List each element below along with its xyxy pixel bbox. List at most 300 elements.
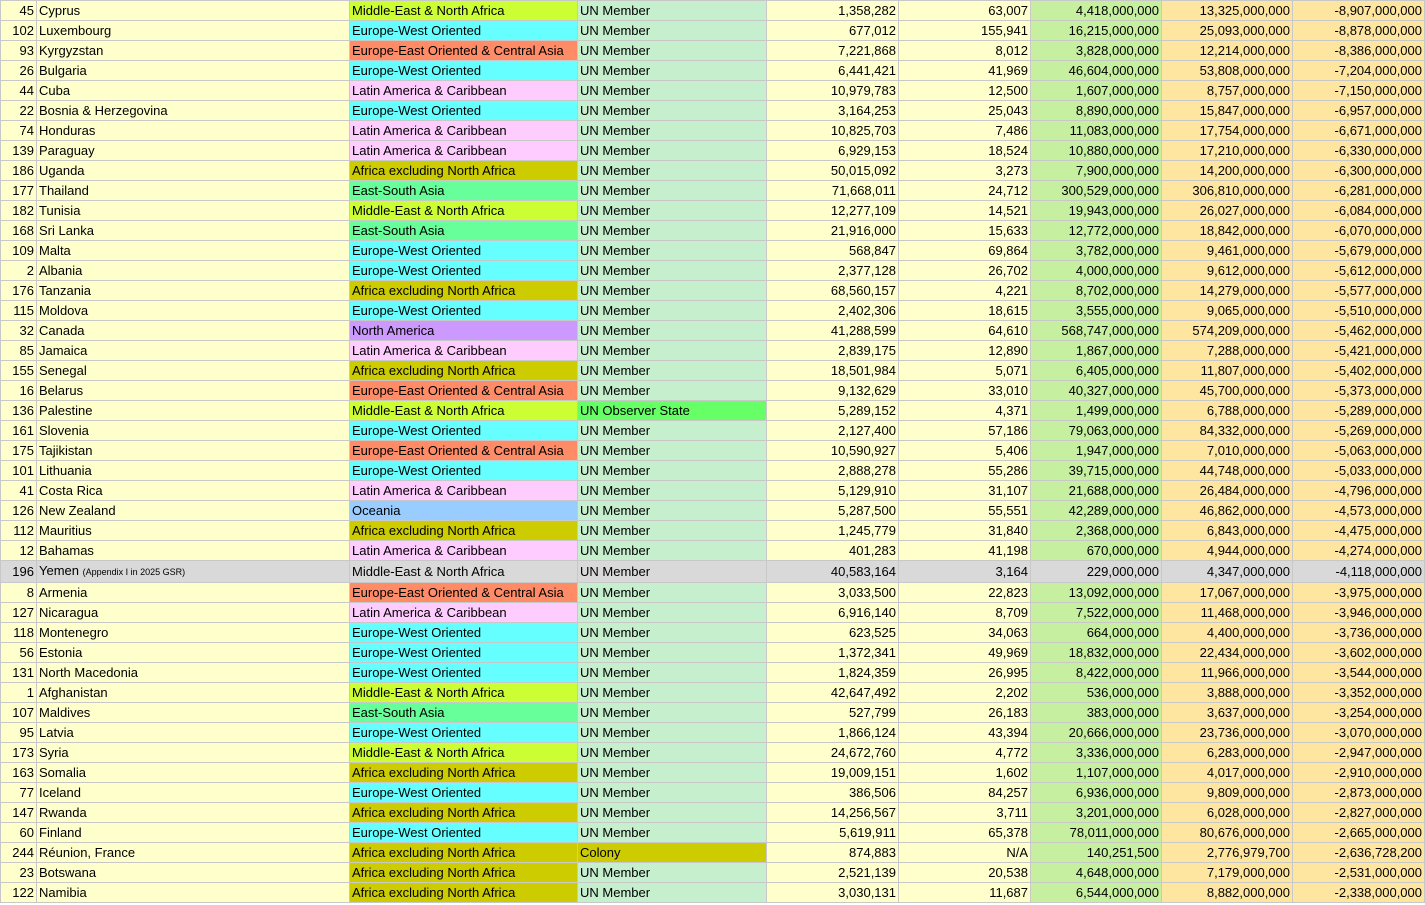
cell-rank[interactable]: 41 — [1, 481, 37, 501]
cell-rank[interactable]: 131 — [1, 663, 37, 683]
cell-population[interactable]: 677,012 — [767, 21, 899, 41]
cell-rank[interactable]: 109 — [1, 241, 37, 261]
cell-country[interactable] — [37, 381, 350, 401]
cell-imports[interactable]: 46,862,000,000 — [1162, 501, 1293, 521]
cell-population[interactable]: 7,221,868 — [767, 41, 899, 61]
cell-country[interactable] — [37, 743, 350, 763]
cell-region[interactable]: Europe-West Oriented — [350, 723, 578, 743]
cell-exports[interactable]: 3,828,000,000 — [1031, 41, 1162, 61]
cell-country[interactable] — [37, 341, 350, 361]
cell-exports[interactable]: 7,522,000,000 — [1031, 603, 1162, 623]
cell-gdp-per-capita[interactable]: 43,394 — [899, 723, 1031, 743]
cell-gdp-per-capita[interactable]: 26,995 — [899, 663, 1031, 683]
cell-imports[interactable]: 22,434,000,000 — [1162, 643, 1293, 663]
cell-rank[interactable]: 168 — [1, 221, 37, 241]
cell-gdp-per-capita[interactable]: 33,010 — [899, 381, 1031, 401]
cell-rank[interactable]: 244 — [1, 843, 37, 863]
cell-status[interactable]: UN Member — [578, 61, 767, 81]
cell-status[interactable]: UN Member — [578, 221, 767, 241]
cell-region[interactable]: Africa excluding North Africa — [350, 863, 578, 883]
cell-status[interactable]: UN Member — [578, 703, 767, 723]
cell-rank[interactable]: 139 — [1, 141, 37, 161]
cell-region[interactable]: East-South Asia — [350, 703, 578, 723]
cell-population[interactable]: 2,127,400 — [767, 421, 899, 441]
cell-gdp-per-capita[interactable]: 4,371 — [899, 401, 1031, 421]
cell-rank[interactable]: 32 — [1, 321, 37, 341]
cell-trade-balance[interactable]: -2,338,000,000 — [1293, 883, 1425, 903]
cell-rank[interactable]: 176 — [1, 281, 37, 301]
cell-imports[interactable]: 25,093,000,000 — [1162, 21, 1293, 41]
cell-exports[interactable]: 8,702,000,000 — [1031, 281, 1162, 301]
cell-population[interactable]: 50,015,092 — [767, 161, 899, 181]
cell-rank[interactable]: 26 — [1, 61, 37, 81]
cell-imports[interactable]: 2,776,979,700 — [1162, 843, 1293, 863]
cell-status[interactable]: UN Member — [578, 583, 767, 603]
cell-gdp-per-capita[interactable]: 31,107 — [899, 481, 1031, 501]
cell-trade-balance[interactable]: -2,910,000,000 — [1293, 763, 1425, 783]
cell-population[interactable]: 71,668,011 — [767, 181, 899, 201]
cell-rank[interactable]: 147 — [1, 803, 37, 823]
cell-population[interactable]: 10,825,703 — [767, 121, 899, 141]
cell-population[interactable]: 42,647,492 — [767, 683, 899, 703]
cell-status[interactable]: UN Member — [578, 803, 767, 823]
cell-gdp-per-capita[interactable]: 5,406 — [899, 441, 1031, 461]
cell-imports[interactable]: 23,736,000,000 — [1162, 723, 1293, 743]
cell-rank[interactable]: 118 — [1, 623, 37, 643]
cell-exports[interactable]: 536,000,000 — [1031, 683, 1162, 703]
cell-rank[interactable]: 8 — [1, 583, 37, 603]
cell-region[interactable]: Europe-East Oriented & Central Asia — [350, 41, 578, 61]
cell-rank[interactable]: 112 — [1, 521, 37, 541]
cell-trade-balance[interactable]: -5,289,000,000 — [1293, 401, 1425, 421]
cell-rank[interactable]: 186 — [1, 161, 37, 181]
cell-imports[interactable]: 11,807,000,000 — [1162, 361, 1293, 381]
cell-country[interactable] — [37, 421, 350, 441]
cell-population[interactable]: 68,560,157 — [767, 281, 899, 301]
cell-trade-balance[interactable]: -6,084,000,000 — [1293, 201, 1425, 221]
cell-exports[interactable]: 670,000,000 — [1031, 541, 1162, 561]
cell-gdp-per-capita[interactable]: 41,198 — [899, 541, 1031, 561]
cell-imports[interactable]: 9,065,000,000 — [1162, 301, 1293, 321]
cell-trade-balance[interactable]: -2,665,000,000 — [1293, 823, 1425, 843]
cell-imports[interactable]: 8,757,000,000 — [1162, 81, 1293, 101]
cell-rank[interactable]: 74 — [1, 121, 37, 141]
cell-country[interactable] — [37, 541, 350, 561]
cell-trade-balance[interactable]: -5,612,000,000 — [1293, 261, 1425, 281]
cell-imports[interactable]: 574,209,000,000 — [1162, 321, 1293, 341]
cell-imports[interactable]: 9,612,000,000 — [1162, 261, 1293, 281]
cell-trade-balance[interactable]: -5,577,000,000 — [1293, 281, 1425, 301]
cell-trade-balance[interactable]: -5,269,000,000 — [1293, 421, 1425, 441]
cell-trade-balance[interactable]: -6,300,000,000 — [1293, 161, 1425, 181]
cell-rank[interactable]: 102 — [1, 21, 37, 41]
cell-rank[interactable]: 12 — [1, 541, 37, 561]
cell-trade-balance[interactable]: -2,827,000,000 — [1293, 803, 1425, 823]
cell-exports[interactable]: 40,327,000,000 — [1031, 381, 1162, 401]
cell-region[interactable]: East-South Asia — [350, 181, 578, 201]
cell-region[interactable]: Europe-West Oriented — [350, 823, 578, 843]
cell-population[interactable]: 19,009,151 — [767, 763, 899, 783]
cell-region[interactable]: Latin America & Caribbean — [350, 481, 578, 501]
cell-imports[interactable]: 8,882,000,000 — [1162, 883, 1293, 903]
cell-country[interactable] — [37, 61, 350, 81]
cell-status[interactable]: UN Member — [578, 683, 767, 703]
cell-country[interactable] — [37, 843, 350, 863]
cell-status[interactable]: UN Member — [578, 481, 767, 501]
cell-exports[interactable]: 383,000,000 — [1031, 703, 1162, 723]
cell-exports[interactable]: 1,107,000,000 — [1031, 763, 1162, 783]
cell-region[interactable]: Europe-West Oriented — [350, 101, 578, 121]
cell-region[interactable]: Europe-West Oriented — [350, 643, 578, 663]
cell-exports[interactable]: 1,947,000,000 — [1031, 441, 1162, 461]
cell-imports[interactable]: 15,847,000,000 — [1162, 101, 1293, 121]
cell-exports[interactable]: 3,201,000,000 — [1031, 803, 1162, 823]
cell-gdp-per-capita[interactable]: 2,202 — [899, 683, 1031, 703]
cell-trade-balance[interactable]: -4,274,000,000 — [1293, 541, 1425, 561]
cell-rank[interactable]: 60 — [1, 823, 37, 843]
cell-gdp-per-capita[interactable]: 3,164 — [899, 561, 1031, 583]
cell-population[interactable]: 21,916,000 — [767, 221, 899, 241]
cell-status[interactable]: UN Member — [578, 141, 767, 161]
cell-imports[interactable]: 6,788,000,000 — [1162, 401, 1293, 421]
cell-exports[interactable]: 568,747,000,000 — [1031, 321, 1162, 341]
cell-region[interactable]: Latin America & Caribbean — [350, 121, 578, 141]
cell-trade-balance[interactable]: -3,946,000,000 — [1293, 603, 1425, 623]
cell-exports[interactable]: 8,890,000,000 — [1031, 101, 1162, 121]
cell-population[interactable]: 874,883 — [767, 843, 899, 863]
cell-population[interactable]: 5,287,500 — [767, 501, 899, 521]
cell-exports[interactable]: 78,011,000,000 — [1031, 823, 1162, 843]
cell-population[interactable]: 3,033,500 — [767, 583, 899, 603]
cell-country[interactable] — [37, 81, 350, 101]
cell-status[interactable]: UN Member — [578, 521, 767, 541]
cell-region[interactable]: Oceania — [350, 501, 578, 521]
cell-population[interactable]: 1,358,282 — [767, 1, 899, 21]
cell-rank[interactable]: 163 — [1, 763, 37, 783]
cell-country[interactable] — [37, 863, 350, 883]
cell-population[interactable]: 1,824,359 — [767, 663, 899, 683]
cell-country[interactable] — [37, 603, 350, 623]
cell-status[interactable]: UN Member — [578, 623, 767, 643]
cell-population[interactable]: 568,847 — [767, 241, 899, 261]
cell-rank[interactable]: 101 — [1, 461, 37, 481]
cell-gdp-per-capita[interactable]: 12,890 — [899, 341, 1031, 361]
cell-trade-balance[interactable]: -4,573,000,000 — [1293, 501, 1425, 521]
cell-country[interactable] — [37, 683, 350, 703]
cell-region[interactable]: Europe-West Oriented — [350, 61, 578, 81]
cell-gdp-per-capita[interactable]: 55,286 — [899, 461, 1031, 481]
cell-region[interactable]: Middle-East & North Africa — [350, 401, 578, 421]
cell-region[interactable]: Europe-West Oriented — [350, 241, 578, 261]
cell-exports[interactable]: 8,422,000,000 — [1031, 663, 1162, 683]
cell-region[interactable]: Middle-East & North Africa — [350, 743, 578, 763]
cell-population[interactable]: 6,929,153 — [767, 141, 899, 161]
cell-rank[interactable]: 177 — [1, 181, 37, 201]
cell-region[interactable]: Europe-East Oriented & Central Asia — [350, 441, 578, 461]
cell-gdp-per-capita[interactable]: 7,486 — [899, 121, 1031, 141]
cell-exports[interactable]: 16,215,000,000 — [1031, 21, 1162, 41]
cell-rank[interactable]: 175 — [1, 441, 37, 461]
cell-trade-balance[interactable]: -8,878,000,000 — [1293, 21, 1425, 41]
cell-trade-balance[interactable]: -7,150,000,000 — [1293, 81, 1425, 101]
cell-status[interactable]: UN Member — [578, 421, 767, 441]
cell-gdp-per-capita[interactable]: 18,524 — [899, 141, 1031, 161]
cell-trade-balance[interactable]: -4,475,000,000 — [1293, 521, 1425, 541]
cell-country[interactable] — [37, 803, 350, 823]
cell-country[interactable] — [37, 121, 350, 141]
cell-country[interactable] — [37, 221, 350, 241]
cell-country[interactable] — [37, 281, 350, 301]
cell-gdp-per-capita[interactable]: 26,702 — [899, 261, 1031, 281]
cell-gdp-per-capita[interactable]: 3,711 — [899, 803, 1031, 823]
cell-trade-balance[interactable]: -5,510,000,000 — [1293, 301, 1425, 321]
cell-region[interactable]: Africa excluding North Africa — [350, 281, 578, 301]
cell-country[interactable] — [37, 723, 350, 743]
cell-country[interactable] — [37, 481, 350, 501]
cell-gdp-per-capita[interactable]: 26,183 — [899, 703, 1031, 723]
cell-trade-balance[interactable]: -3,602,000,000 — [1293, 643, 1425, 663]
cell-country[interactable] — [37, 623, 350, 643]
cell-imports[interactable]: 7,010,000,000 — [1162, 441, 1293, 461]
cell-country[interactable] — [37, 201, 350, 221]
cell-exports[interactable]: 42,289,000,000 — [1031, 501, 1162, 521]
cell-region[interactable]: Europe-West Oriented — [350, 301, 578, 321]
cell-imports[interactable]: 17,210,000,000 — [1162, 141, 1293, 161]
cell-population[interactable]: 2,521,139 — [767, 863, 899, 883]
cell-country[interactable] — [37, 401, 350, 421]
cell-country[interactable] — [37, 321, 350, 341]
cell-region[interactable]: East-South Asia — [350, 221, 578, 241]
cell-country[interactable] — [37, 461, 350, 481]
cell-exports[interactable]: 3,336,000,000 — [1031, 743, 1162, 763]
cell-country[interactable] — [37, 301, 350, 321]
cell-exports[interactable]: 3,782,000,000 — [1031, 241, 1162, 261]
cell-region[interactable]: Europe-West Oriented — [350, 623, 578, 643]
cell-trade-balance[interactable]: -7,204,000,000 — [1293, 61, 1425, 81]
cell-status[interactable]: UN Member — [578, 41, 767, 61]
cell-population[interactable]: 9,132,629 — [767, 381, 899, 401]
cell-status[interactable]: UN Member — [578, 863, 767, 883]
cell-status[interactable]: UN Member — [578, 743, 767, 763]
cell-rank[interactable]: 44 — [1, 81, 37, 101]
cell-gdp-per-capita[interactable]: 63,007 — [899, 1, 1031, 21]
cell-exports[interactable]: 79,063,000,000 — [1031, 421, 1162, 441]
cell-gdp-per-capita[interactable]: 4,221 — [899, 281, 1031, 301]
cell-region[interactable]: Africa excluding North Africa — [350, 803, 578, 823]
cell-exports[interactable]: 20,666,000,000 — [1031, 723, 1162, 743]
cell-population[interactable]: 386,506 — [767, 783, 899, 803]
cell-population[interactable]: 41,288,599 — [767, 321, 899, 341]
cell-gdp-per-capita[interactable]: 55,551 — [899, 501, 1031, 521]
cell-trade-balance[interactable]: -6,281,000,000 — [1293, 181, 1425, 201]
cell-country[interactable] — [37, 21, 350, 41]
cell-trade-balance[interactable]: -3,352,000,000 — [1293, 683, 1425, 703]
cell-population[interactable]: 12,277,109 — [767, 201, 899, 221]
cell-rank[interactable]: 155 — [1, 361, 37, 381]
cell-gdp-per-capita[interactable]: 22,823 — [899, 583, 1031, 603]
cell-country[interactable] — [37, 823, 350, 843]
cell-trade-balance[interactable]: -6,330,000,000 — [1293, 141, 1425, 161]
cell-status[interactable]: UN Member — [578, 321, 767, 341]
cell-status[interactable]: UN Member — [578, 561, 767, 583]
cell-gdp-per-capita[interactable]: 41,969 — [899, 61, 1031, 81]
cell-gdp-per-capita[interactable]: 1,602 — [899, 763, 1031, 783]
cell-gdp-per-capita[interactable]: 64,610 — [899, 321, 1031, 341]
cell-gdp-per-capita[interactable]: 25,043 — [899, 101, 1031, 121]
cell-status[interactable]: UN Member — [578, 121, 767, 141]
cell-exports[interactable]: 3,555,000,000 — [1031, 301, 1162, 321]
cell-exports[interactable]: 1,867,000,000 — [1031, 341, 1162, 361]
cell-gdp-per-capita[interactable]: 155,941 — [899, 21, 1031, 41]
cell-status[interactable]: UN Member — [578, 461, 767, 481]
cell-region[interactable]: Africa excluding North Africa — [350, 763, 578, 783]
cell-rank[interactable]: 95 — [1, 723, 37, 743]
cell-status[interactable]: UN Member — [578, 201, 767, 221]
cell-region[interactable]: North America — [350, 321, 578, 341]
cell-region[interactable]: Africa excluding North Africa — [350, 883, 578, 903]
cell-trade-balance[interactable]: -8,386,000,000 — [1293, 41, 1425, 61]
cell-region[interactable]: Africa excluding North Africa — [350, 843, 578, 863]
cell-population[interactable]: 401,283 — [767, 541, 899, 561]
cell-exports[interactable]: 6,936,000,000 — [1031, 783, 1162, 803]
cell-exports[interactable]: 39,715,000,000 — [1031, 461, 1162, 481]
cell-rank[interactable]: 182 — [1, 201, 37, 221]
cell-rank[interactable]: 22 — [1, 101, 37, 121]
cell-population[interactable]: 5,619,911 — [767, 823, 899, 843]
cell-country[interactable] — [37, 141, 350, 161]
cell-gdp-per-capita[interactable]: 12,500 — [899, 81, 1031, 101]
cell-gdp-per-capita[interactable]: 24,712 — [899, 181, 1031, 201]
cell-exports[interactable]: 140,251,500 — [1031, 843, 1162, 863]
cell-gdp-per-capita[interactable]: 15,633 — [899, 221, 1031, 241]
cell-trade-balance[interactable]: -3,254,000,000 — [1293, 703, 1425, 723]
cell-gdp-per-capita[interactable]: 31,840 — [899, 521, 1031, 541]
cell-population[interactable]: 24,672,760 — [767, 743, 899, 763]
cell-rank[interactable]: 85 — [1, 341, 37, 361]
cell-gdp-per-capita[interactable]: 4,772 — [899, 743, 1031, 763]
cell-rank[interactable]: 77 — [1, 783, 37, 803]
cell-region[interactable]: Europe-East Oriented & Central Asia — [350, 381, 578, 401]
cell-region[interactable]: Africa excluding North Africa — [350, 161, 578, 181]
cell-imports[interactable]: 4,944,000,000 — [1162, 541, 1293, 561]
cell-region[interactable]: Latin America & Caribbean — [350, 603, 578, 623]
cell-country[interactable] — [37, 241, 350, 261]
cell-trade-balance[interactable]: -3,975,000,000 — [1293, 583, 1425, 603]
cell-region[interactable]: Europe-West Oriented — [350, 663, 578, 683]
cell-region[interactable]: Europe-West Oriented — [350, 261, 578, 281]
cell-exports[interactable]: 18,832,000,000 — [1031, 643, 1162, 663]
cell-population[interactable]: 6,916,140 — [767, 603, 899, 623]
cell-country[interactable] — [37, 783, 350, 803]
cell-trade-balance[interactable]: -3,070,000,000 — [1293, 723, 1425, 743]
cell-exports[interactable]: 6,544,000,000 — [1031, 883, 1162, 903]
cell-country[interactable] — [37, 41, 350, 61]
cell-status[interactable]: UN Member — [578, 441, 767, 461]
cell-status[interactable]: UN Member — [578, 883, 767, 903]
cell-rank[interactable]: 56 — [1, 643, 37, 663]
cell-status[interactable]: UN Member — [578, 21, 767, 41]
cell-population[interactable]: 527,799 — [767, 703, 899, 723]
cell-rank[interactable]: 161 — [1, 421, 37, 441]
cell-status[interactable]: UN Member — [578, 541, 767, 561]
cell-trade-balance[interactable]: -2,873,000,000 — [1293, 783, 1425, 803]
cell-exports[interactable]: 6,405,000,000 — [1031, 361, 1162, 381]
cell-gdp-per-capita[interactable]: 14,521 — [899, 201, 1031, 221]
cell-population[interactable]: 5,129,910 — [767, 481, 899, 501]
cell-status[interactable]: UN Member — [578, 603, 767, 623]
cell-trade-balance[interactable]: -5,679,000,000 — [1293, 241, 1425, 261]
cell-region[interactable]: Middle-East & North Africa — [350, 201, 578, 221]
cell-rank[interactable]: 126 — [1, 501, 37, 521]
cell-trade-balance[interactable]: -4,796,000,000 — [1293, 481, 1425, 501]
cell-imports[interactable]: 6,283,000,000 — [1162, 743, 1293, 763]
cell-country[interactable] — [37, 261, 350, 281]
cell-imports[interactable]: 26,484,000,000 — [1162, 481, 1293, 501]
cell-region[interactable]: Africa excluding North Africa — [350, 521, 578, 541]
cell-imports[interactable]: 17,067,000,000 — [1162, 583, 1293, 603]
cell-population[interactable]: 6,441,421 — [767, 61, 899, 81]
cell-imports[interactable]: 18,842,000,000 — [1162, 221, 1293, 241]
cell-trade-balance[interactable]: -6,671,000,000 — [1293, 121, 1425, 141]
cell-imports[interactable]: 80,676,000,000 — [1162, 823, 1293, 843]
cell-rank[interactable]: 2 — [1, 261, 37, 281]
cell-status[interactable]: UN Member — [578, 341, 767, 361]
cell-status[interactable]: UN Observer State — [578, 401, 767, 421]
cell-status[interactable]: UN Member — [578, 81, 767, 101]
cell-status[interactable]: UN Member — [578, 181, 767, 201]
cell-region[interactable]: Latin America & Caribbean — [350, 81, 578, 101]
cell-imports[interactable]: 11,966,000,000 — [1162, 663, 1293, 683]
cell-trade-balance[interactable]: -2,947,000,000 — [1293, 743, 1425, 763]
cell-region[interactable]: Middle-East & North Africa — [350, 1, 578, 21]
cell-imports[interactable]: 14,200,000,000 — [1162, 161, 1293, 181]
cell-region[interactable]: Middle-East & North Africa — [350, 561, 578, 583]
cell-country[interactable] — [37, 181, 350, 201]
cell-population[interactable]: 40,583,164 — [767, 561, 899, 583]
cell-gdp-per-capita[interactable]: 18,615 — [899, 301, 1031, 321]
cell-imports[interactable]: 11,468,000,000 — [1162, 603, 1293, 623]
cell-status[interactable]: UN Member — [578, 301, 767, 321]
cell-imports[interactable]: 7,288,000,000 — [1162, 341, 1293, 361]
cell-rank[interactable]: 122 — [1, 883, 37, 903]
cell-exports[interactable]: 1,607,000,000 — [1031, 81, 1162, 101]
cell-exports[interactable]: 21,688,000,000 — [1031, 481, 1162, 501]
cell-gdp-per-capita[interactable]: 8,012 — [899, 41, 1031, 61]
cell-gdp-per-capita[interactable]: 20,538 — [899, 863, 1031, 883]
cell-imports[interactable]: 44,748,000,000 — [1162, 461, 1293, 481]
cell-country[interactable] — [37, 643, 350, 663]
cell-population[interactable]: 2,839,175 — [767, 341, 899, 361]
cell-region[interactable]: Latin America & Caribbean — [350, 141, 578, 161]
cell-region[interactable]: Europe-East Oriented & Central Asia — [350, 583, 578, 603]
cell-country[interactable] — [37, 361, 350, 381]
cell-imports[interactable]: 6,028,000,000 — [1162, 803, 1293, 823]
cell-trade-balance[interactable]: -5,373,000,000 — [1293, 381, 1425, 401]
cell-exports[interactable]: 11,083,000,000 — [1031, 121, 1162, 141]
cell-region[interactable]: Europe-West Oriented — [350, 421, 578, 441]
cell-gdp-per-capita[interactable]: 8,709 — [899, 603, 1031, 623]
cell-population[interactable]: 2,377,128 — [767, 261, 899, 281]
cell-population[interactable]: 10,590,927 — [767, 441, 899, 461]
cell-gdp-per-capita[interactable]: 3,273 — [899, 161, 1031, 181]
cell-population[interactable]: 1,372,341 — [767, 643, 899, 663]
cell-imports[interactable]: 4,400,000,000 — [1162, 623, 1293, 643]
cell-imports[interactable]: 12,214,000,000 — [1162, 41, 1293, 61]
cell-trade-balance[interactable]: -3,736,000,000 — [1293, 623, 1425, 643]
cell-imports[interactable]: 7,179,000,000 — [1162, 863, 1293, 883]
cell-country[interactable] — [37, 161, 350, 181]
cell-exports[interactable]: 13,092,000,000 — [1031, 583, 1162, 603]
